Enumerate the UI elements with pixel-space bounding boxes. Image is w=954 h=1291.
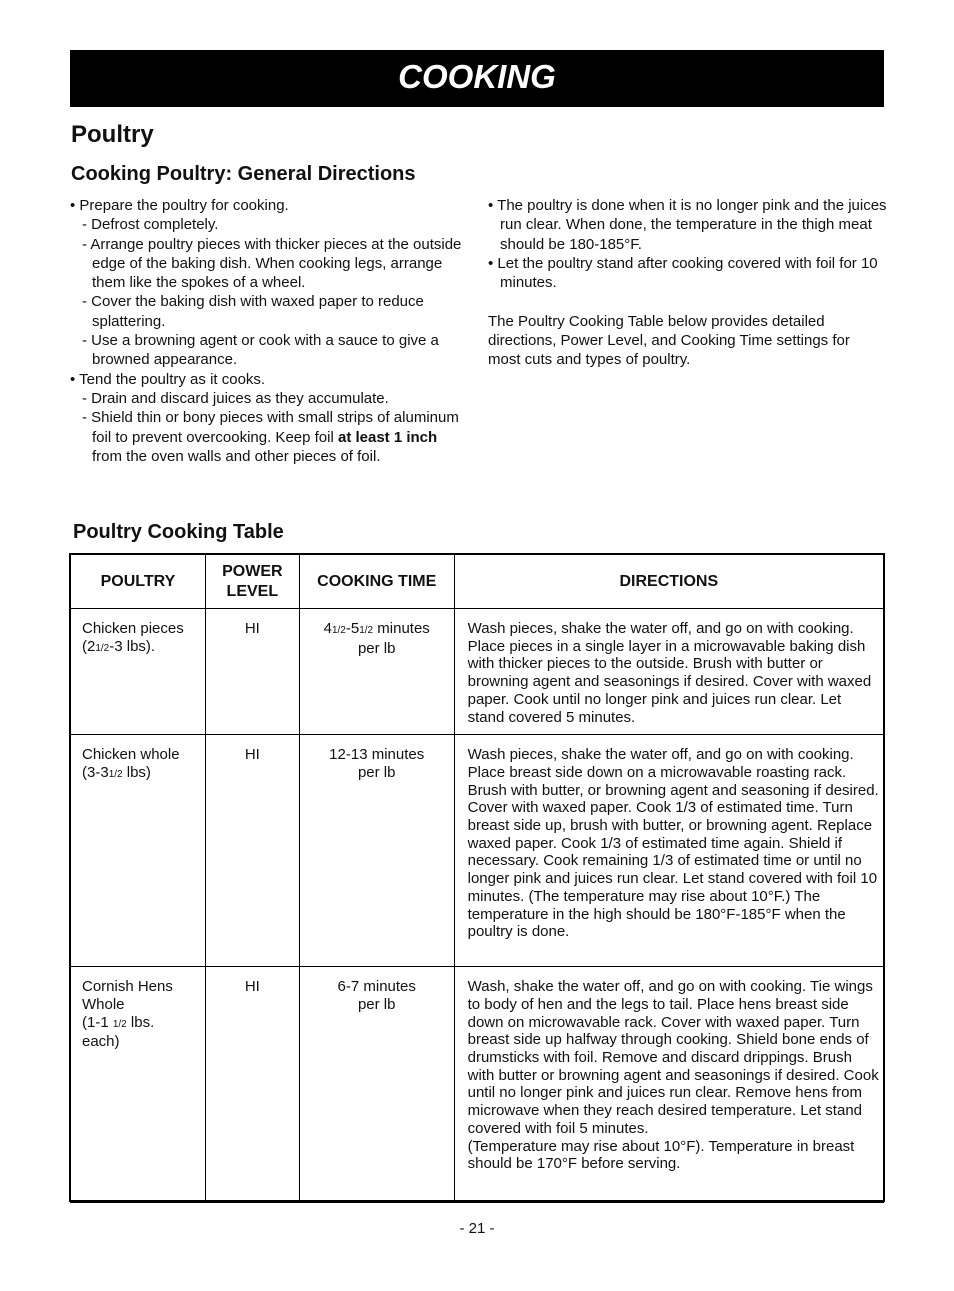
time-fraction: 1/2 [331, 625, 346, 636]
tend-item-shield: - Shield thin or bony pieces with small strips of aluminum foil to prevent overcooking. Keep foil at least 1 inch from the oven walls and other pieces of foil. [82, 409, 459, 465]
general-directions-right-column [488, 196, 888, 370]
time-fraction: 1/2 [359, 625, 374, 636]
table-title: Poultry Cooking Table [73, 521, 284, 543]
time-value: -5 [345, 620, 360, 637]
bullet-prepare: • Prepare the poultry for cooking. [70, 197, 289, 214]
header-power-level [205, 555, 299, 609]
header-power-line2: LEVEL [226, 582, 279, 600]
poultry-name: Cornish Hens [82, 978, 173, 996]
page-number: - 21 - [459, 1220, 495, 1237]
header-poultry: POULTRY [71, 555, 206, 609]
tend-item-text: Drain and discard juices as they accumulate. [91, 389, 389, 407]
prep-item-text: Defrost completely. [91, 216, 219, 234]
table-row [71, 735, 884, 967]
cell-time [299, 609, 454, 735]
cell-poultry [71, 735, 206, 967]
cell-time [299, 735, 454, 967]
cell-directions [454, 967, 883, 1201]
poultry-cooking-table [70, 554, 884, 1201]
poultry-weight-fraction: 1/2 [95, 642, 110, 654]
prep-item: - Cover the baking dish with waxed paper to reduce splattering. [82, 293, 424, 330]
directions-text-note: (Temperature may rise about 10°F). Temperature in breast should be 170°F before serving. [467, 1137, 855, 1173]
time-per-unit: per lb [357, 763, 396, 781]
header-directions: DIRECTIONS [454, 555, 883, 609]
poultry-weight: (1-1 [82, 1013, 113, 1031]
bullet-done-text: The poultry is done when it is no longer pink and the juices run clear. When done, the temperature in the thigh meat should be 180-185°F. [497, 197, 887, 253]
bullet-tend-text: Tend the poultry as it cooks. [79, 370, 266, 388]
poultry-name: Chicken whole [82, 746, 180, 764]
cell-directions: Wash pieces, shake the water off, and go on with cooking. Place breast side down on a microwavable roasting rack. Brush with butter, or browning agent and seasoning if desired. Cover with waxed paper. Cook 1/3 of estimated time. Turn breast side up, brush with butter, or browning agent. Replace waxed paper. Cook 1/3 of estimated time again. Shield if necessary. Cook remaining 1/3 of estimated time or until no longer pink and juices run clear. Let stand covered with foil 10 minutes. (The temperature may rise about 10°F.) The temperature in the high should be 180°F-185°F when the poultry is done. [454, 735, 883, 967]
general-directions-left-column [70, 196, 470, 466]
table-row [71, 967, 884, 1201]
prep-item-text: Arrange poultry pieces with thicker pieces at the outside edge of the baking dish. When cooking legs, arrange them like the spokes of a wheel. [90, 235, 462, 292]
prep-item: - Defrost completely. [82, 216, 219, 234]
shield-text-pre: Shield thin or bony pieces with small strips of aluminum foil to prevent overcooking. Keep foil [91, 409, 459, 446]
time-unit: minutes [373, 620, 430, 637]
time-value: 4 [323, 620, 332, 637]
bullet-prepare-text: Prepare the poultry for cooking. [79, 197, 289, 214]
prep-item-text: Use a browning agent or cook with a sauce to give a browned appearance. [91, 332, 439, 369]
header-banner [70, 50, 884, 107]
time-per-unit: per lb [357, 639, 396, 657]
table-note: The Poultry Cooking Table below provides detailed directions, Power Level, and Cooking Time settings for most cuts and types of poultry. [488, 312, 850, 369]
cell-power: HI [205, 735, 299, 967]
cell-time [299, 967, 454, 1201]
table-header-row [71, 555, 884, 609]
time-per-unit: per lb [357, 995, 396, 1013]
poultry-weight: (3-3 [82, 763, 109, 781]
header-cooking-time: COOKING TIME [299, 555, 454, 609]
poultry-weight: (2 [82, 637, 96, 655]
shield-text-bold: at least 1 inch [337, 428, 438, 446]
poultry-weight-each: each) [82, 1033, 120, 1051]
cell-poultry [71, 609, 206, 735]
time-value: 12-13 minutes [329, 746, 425, 764]
header-power-line1: POWER [222, 562, 283, 580]
banner-title: COOKING [398, 58, 556, 95]
prep-item: - Arrange poultry pieces with thicker pieces at the outside edge of the baking dish. When cooking legs, arrange them like the spokes of a wheel. [82, 235, 462, 292]
poultry-weight-rest: -3 lbs). [109, 637, 156, 655]
prep-item-text: Cover the baking dish with waxed paper to reduce splattering. [91, 293, 424, 330]
general-directions-title: Cooking Poultry: General Directions [71, 163, 416, 185]
poultry-weight-fraction: 1/2 [108, 768, 123, 780]
poultry-weight-rest: lbs. [126, 1013, 155, 1031]
cell-poultry [71, 967, 206, 1201]
directions-text: Wash, shake the water off, and go on with cooking. Tie wings to body of hen and the legs to tail. Place hens breast side down on microwavable rack. Cover with waxed paper. Turn breast side up halfway through cooking. Shield bone ends of drumsticks with foil. Remove and discard drippings. Brush with butter or browning agent and seasonings if desired. Cook until no longer pink and juices run clear. Remove hens from microwave when they reach desired temperature. Let stand covered with foil 5 minutes. [467, 978, 879, 1137]
bullet-stand-text: Let the poultry stand after cooking covered with foil for 10 minutes. [497, 254, 878, 292]
cell-power: HI [205, 967, 299, 1201]
bullet-stand: • Let the poultry stand after cooking covered with foil for 10 minutes. [488, 254, 878, 292]
section-title: Poultry [71, 121, 154, 148]
time-value: 6-7 minutes [337, 978, 416, 996]
bullet-tend: • Tend the poultry as it cooks. [70, 370, 266, 388]
prep-item: - Use a browning agent or cook with a sauce to give a browned appearance. [82, 332, 439, 369]
poultry-weight-fraction: 1/2 [112, 1018, 127, 1030]
table-row [71, 609, 884, 735]
cell-power: HI [205, 609, 299, 735]
bullet-done: • The poultry is done when it is no longer pink and the juices run clear. When done, the temperature in the thigh meat should be 180-185°F. [488, 197, 887, 253]
poultry-name: Chicken pieces [82, 620, 184, 637]
cell-directions: Wash pieces, shake the water off, and go on with cooking. Place pieces in a single layer in a microwavable baking dish with thicker pieces to the outside. Brush with butter or browning agent and seasonings if desired. Cover with waxed paper. Cook until no longer pink and juices run clear. Let stand covered 5 minutes. [454, 609, 883, 735]
poultry-weight-rest: lbs) [122, 763, 151, 781]
poultry-name-cont: Whole [82, 995, 125, 1013]
shield-text-post: from the oven walls and other pieces of foil. [92, 447, 381, 465]
tend-item: - Drain and discard juices as they accumulate. [82, 389, 389, 407]
